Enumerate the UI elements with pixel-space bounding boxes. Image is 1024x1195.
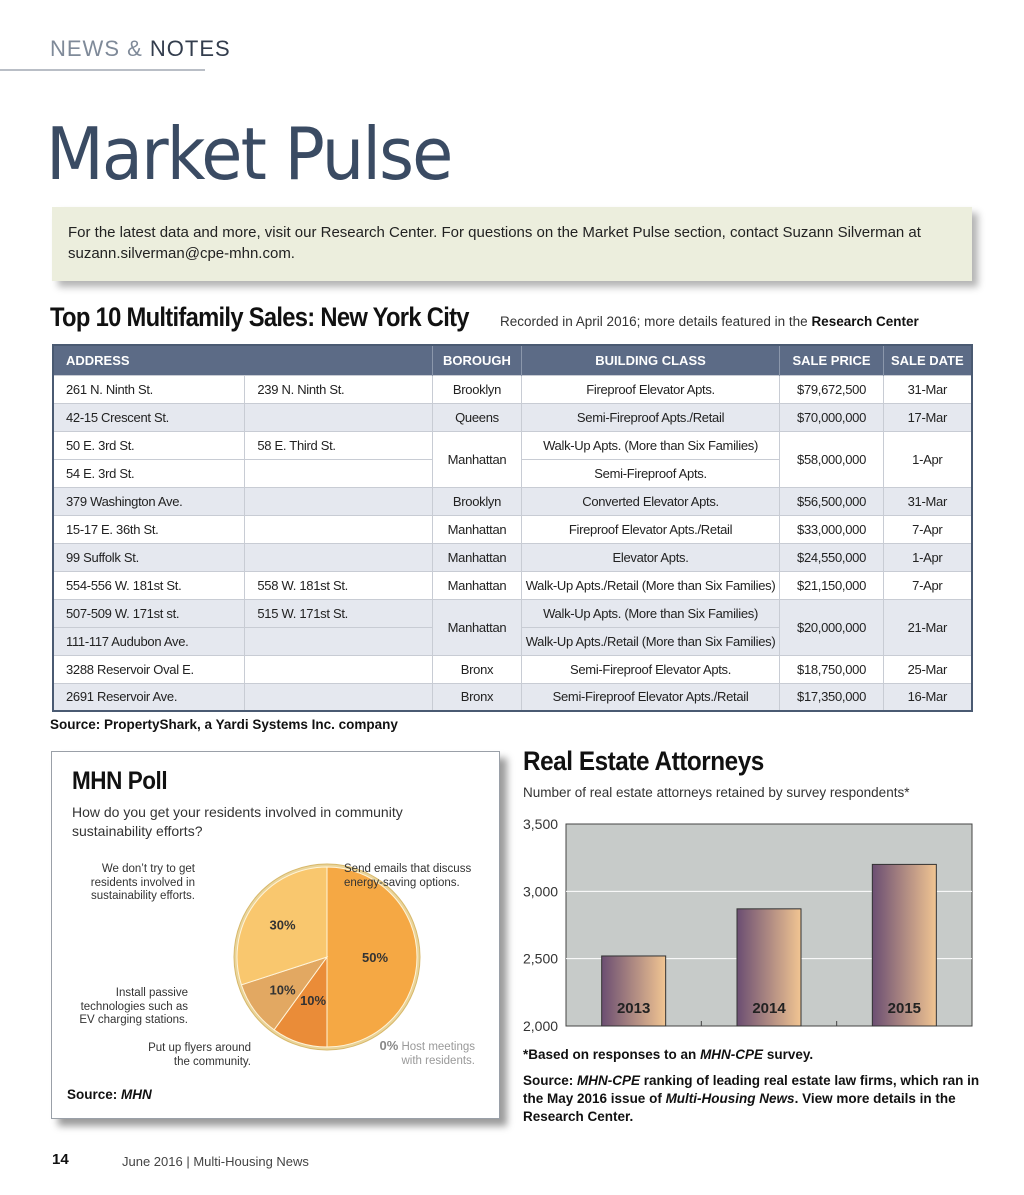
attorneys-source-part: . View more details in the Research Center. <box>523 1091 956 1124</box>
poll-pct-meetings: 0% <box>379 1038 399 1053</box>
cell-borough: Manhattan <box>433 515 521 543</box>
y-tick-label: 3,500 <box>523 816 559 832</box>
x-category-label: 2015 <box>887 1000 922 1017</box>
cell-sale-date: 31-Mar <box>883 487 972 515</box>
cell-sale-price: $56,500,000 <box>780 487 883 515</box>
col-header-sale-date: SALE DATE <box>883 345 972 375</box>
cell-building-class: Walk-Up Apts. (More than Six Families) <box>521 599 780 627</box>
cell-sale-date: 17-Mar <box>883 403 972 431</box>
cell-borough: Brooklyn <box>433 375 521 403</box>
cell-address: 261 N. Ninth St. <box>53 375 245 403</box>
poll-title: MHN Poll <box>72 767 168 795</box>
cell-sale-date: 7-Apr <box>883 515 972 543</box>
cell-borough: Brooklyn <box>433 487 521 515</box>
cell-sale-date: 1-Apr <box>883 431 972 487</box>
poll-label-flyers: Put up flyers around the community. <box>148 1042 251 1068</box>
sales-heading: Top 10 Multifamily Sales: New York City <box>50 302 469 332</box>
x-category-label: 2013 <box>616 1000 651 1017</box>
cell-sale-date: 16-Mar <box>883 683 972 711</box>
cell-sale-price: $24,550,000 <box>780 543 883 571</box>
cell-address-alt <box>245 403 433 431</box>
cell-sale-date: 21-Mar <box>883 599 972 655</box>
attorneys-title: Real Estate Attorneys <box>523 746 764 776</box>
cell-building-class: Walk-Up Apts./Retail (More than Six Families) <box>521 571 780 599</box>
table-row <box>53 515 972 543</box>
cell-building-class: Elevator Apts. <box>521 543 780 571</box>
cell-building-class: Semi-Fireproof Elevator Apts./Retail <box>521 683 780 711</box>
cell-address: 111-117 Audubon Ave. <box>53 627 245 655</box>
cell-borough: Queens <box>433 403 521 431</box>
cell-sale-price: $17,350,000 <box>780 683 883 711</box>
cell-address-alt <box>245 487 433 515</box>
cell-address-alt <box>245 655 433 683</box>
cell-sale-price: $33,000,000 <box>780 515 883 543</box>
x-category-label: 2014 <box>752 1000 786 1017</box>
pie-value-label: 10% <box>269 982 296 998</box>
section-label-notes: NOTES <box>149 36 231 61</box>
cell-address: 15-17 E. 36th St. <box>53 515 245 543</box>
cell-address-alt <box>245 515 433 543</box>
poll-source-value: MHN <box>121 1087 152 1102</box>
cell-address-alt: 239 N. Ninth St. <box>245 375 433 403</box>
cell-building-class: Fireproof Elevator Apts. <box>521 375 780 403</box>
col-header-sale-price: SALE PRICE <box>780 345 883 375</box>
cell-building-class: Walk-Up Apts. (More than Six Families) <box>521 431 780 459</box>
poll-label-meetings-text: Host meetings with residents. <box>401 1041 475 1067</box>
attorneys-source-part: MHN-CPE <box>577 1073 641 1088</box>
cell-building-class: Walk-Up Apts./Retail (More than Six Families) <box>521 627 780 655</box>
footer-text: June 2016 | Multi-Housing News <box>122 1154 309 1169</box>
cell-sale-price: $21,150,000 <box>780 571 883 599</box>
section-label-news: NEWS & <box>50 36 143 61</box>
attorneys-note-a: *Based on responses to an <box>523 1047 701 1062</box>
research-center-label: Research Center <box>811 314 919 329</box>
cell-building-class: Converted Elevator Apts. <box>521 487 780 515</box>
page-title: Market Pulse <box>46 112 452 196</box>
cell-sale-date: 31-Mar <box>883 375 972 403</box>
cell-address-alt: 558 W. 181st St. <box>245 571 433 599</box>
cell-address: 50 E. 3rd St. <box>53 431 245 459</box>
cell-address-alt <box>245 683 433 711</box>
attorneys-source-part: Source: <box>523 1073 578 1088</box>
cell-sale-date: 25-Mar <box>883 655 972 683</box>
poll-label-emails: Send emails that discuss energy-saving options. <box>344 863 472 889</box>
cell-address-alt <box>245 543 433 571</box>
cell-borough: Manhattan <box>433 431 521 487</box>
cell-address: 554-556 W. 181st St. <box>53 571 245 599</box>
attorneys-source-part: Multi-Housing News <box>665 1091 795 1106</box>
cell-address-alt: 515 W. 171st St. <box>245 599 433 627</box>
cell-sale-price: $58,000,000 <box>780 431 883 487</box>
cell-address: 2691 Reservoir Ave. <box>53 683 245 711</box>
table-row <box>53 403 972 431</box>
poll-label-dont-try: We don’t try to get residents involved in sustainability efforts. <box>90 863 195 902</box>
col-header-building-class: BUILDING CLASS <box>521 345 780 375</box>
poll-question: How do you get your residents involved in community sustainability efforts? <box>72 804 403 839</box>
attorneys-source <box>523 1072 983 1126</box>
cell-address: 99 Suffolk St. <box>53 543 245 571</box>
table-row <box>53 375 972 403</box>
cell-sale-price: $70,000,000 <box>780 403 883 431</box>
attorneys-note-b: MHN-CPE <box>700 1047 764 1062</box>
poll-source <box>67 1087 152 1102</box>
cell-sale-price: $79,672,500 <box>780 375 883 403</box>
poll-source-label: Source: <box>67 1087 122 1102</box>
cell-sale-price: $18,750,000 <box>780 655 883 683</box>
cell-building-class: Fireproof Elevator Apts./Retail <box>521 515 780 543</box>
attorneys-note <box>523 1047 813 1062</box>
cell-address: 379 Washington Ave. <box>53 487 245 515</box>
pie-value-label: 30% <box>269 917 296 933</box>
pie-value-label: 50% <box>361 950 389 965</box>
table-row <box>53 599 972 627</box>
table-row <box>53 571 972 599</box>
cell-borough: Manhattan <box>433 571 521 599</box>
table-row <box>53 683 972 711</box>
pie-value-label: 10% <box>300 992 327 1008</box>
intro-box: For the latest data and more, visit our Research Center. For questions on the Market Pulse section, contact Suzann Silverman at suzann.silverman@cpe-mhn.com. <box>52 207 972 281</box>
cell-borough: Manhattan <box>433 599 521 655</box>
cell-address-alt <box>245 459 433 487</box>
attorneys-bar-chart <box>518 812 980 1037</box>
attorneys-source-part: ranking of leading real estate law firms, which ran in the May 2016 issue of <box>523 1073 980 1106</box>
poll-label-passive: Install passive technologies such as EV charging stations. <box>79 987 188 1026</box>
cell-building-class: Semi-Fireproof Elevator Apts. <box>521 655 780 683</box>
cell-borough: Manhattan <box>433 543 521 571</box>
cell-address-alt: 58 E. Third St. <box>245 431 433 459</box>
cell-address-alt <box>245 627 433 655</box>
y-tick-label: 2,500 <box>523 950 559 967</box>
cell-address: 507-509 W. 171st st. <box>53 599 245 627</box>
table-row <box>53 487 972 515</box>
y-tick-label: 3,000 <box>523 883 559 900</box>
attorneys-note-c: survey. <box>763 1047 814 1062</box>
cell-address: 3288 Reservoir Oval E. <box>53 655 245 683</box>
page-number: 14 <box>52 1151 69 1168</box>
section-rule <box>0 69 205 71</box>
cell-address: 42-15 Crescent St. <box>53 403 245 431</box>
sales-subheading-text: Recorded in April 2016; more details featured in the <box>500 314 812 329</box>
cell-sale-price: $20,000,000 <box>780 599 883 655</box>
y-tick-label: 2,000 <box>523 1018 559 1034</box>
cell-borough: Bronx <box>433 683 521 711</box>
cell-sale-date: 1-Apr <box>883 543 972 571</box>
cell-sale-date: 7-Apr <box>883 571 972 599</box>
sales-table-header <box>53 345 972 375</box>
col-header-address: ADDRESS <box>53 345 433 375</box>
section-label <box>50 36 231 62</box>
table-row <box>53 543 972 571</box>
sales-table-body <box>53 375 972 711</box>
cell-building-class: Semi-Fireproof Apts./Retail <box>521 403 780 431</box>
sales-subheading <box>500 314 919 329</box>
table-row <box>53 431 972 459</box>
cell-address: 54 E. 3rd St. <box>53 459 245 487</box>
cell-borough: Bronx <box>433 655 521 683</box>
cell-building-class: Semi-Fireproof Apts. <box>521 459 780 487</box>
poll-box <box>51 751 500 1119</box>
sales-table <box>52 344 973 712</box>
col-header-borough: BOROUGH <box>433 345 521 375</box>
sales-source: Source: PropertyShark, a Yardi Systems Inc. company <box>50 717 398 732</box>
attorneys-subtitle: Number of real estate attorneys retained by survey respondents* <box>523 785 910 800</box>
poll-label-meetings <box>367 1039 475 1068</box>
table-row <box>53 655 972 683</box>
